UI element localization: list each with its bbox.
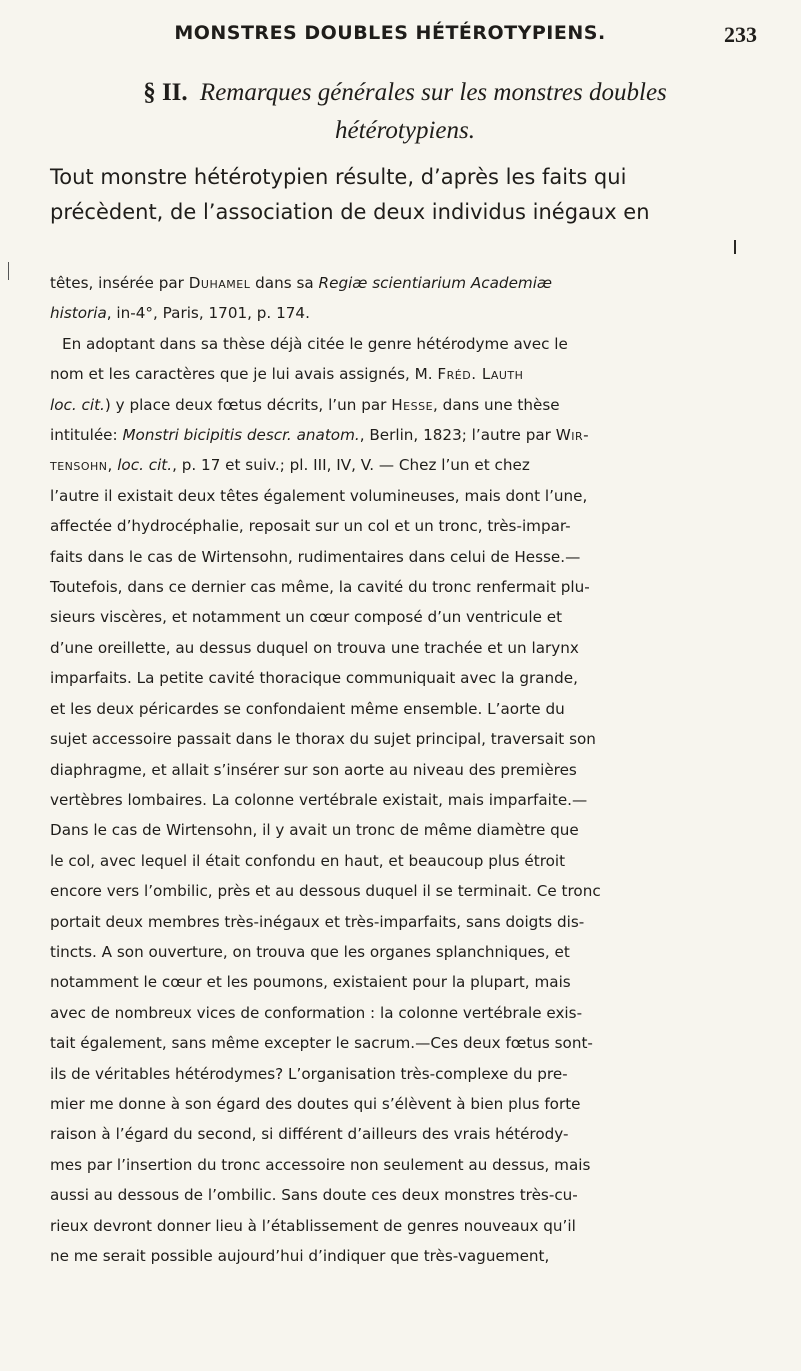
text-run: , Berlin, 1823; l’autre par	[359, 426, 556, 445]
text-run: , p. 17 et suiv.; pl. III, IV, V. — Chez l’un et chez	[172, 456, 530, 475]
text-run: , in-4°, Paris, 1701, p. 174.	[106, 304, 310, 323]
text-run: ,	[107, 456, 118, 475]
text-line	[50, 359, 762, 389]
citation: loc. cit.	[50, 395, 105, 414]
page-header	[0, 22, 801, 62]
author-name: Duhamel	[188, 274, 251, 292]
text-line: le col, avec lequel il était confondu en haut, et beaucoup plus étroit	[50, 851, 566, 870]
author-name: tensohn	[50, 456, 108, 475]
text-line	[50, 450, 762, 480]
text-line	[50, 420, 762, 450]
text-line: portait deux membres très-inégaux et très-imparfaits, sans doigts dis-	[50, 912, 585, 931]
lead-paragraph	[50, 160, 762, 230]
text-run: têtes, insérée par	[50, 274, 189, 292]
text-line: et les deux péricardes se confondaient même ensemble. L’aorte du	[50, 699, 565, 718]
text-line: imparfaits. La petite cavité thoracique communiquait avec la grande,	[50, 669, 578, 688]
text-run: , dans une thèse	[433, 395, 560, 414]
lead-line: précèdent, de l’association de deux individus inégaux en	[50, 200, 650, 224]
text-line: ne me serait possible aujourd’hui d’indiquer que très-vaguement,	[50, 1247, 550, 1265]
text-line: Toutefois, dans ce dernier cas même, la cavité du tronc renfermait plu-	[50, 578, 590, 597]
text-run: ) y place deux fœtus décrits, l’un par	[104, 395, 392, 414]
text-line: diaphragme, et allait s’insérer sur son aorte au niveau des premières	[50, 760, 577, 779]
author-name: Hesse	[391, 395, 434, 414]
text-line: raison à l’égard du second, si différent d’ailleurs des vrais hétérody-	[50, 1125, 569, 1144]
work-title: Regiæ scientiarium Academiæ	[318, 274, 553, 292]
text-line: notamment le cœur et les poumons, existaient pour la plupart, mais	[50, 973, 571, 992]
text-line: sujet accessoire passait dans le thorax du sujet principal, traversait son	[50, 730, 596, 749]
text-line: tincts. A son ouverture, on trouva que les organes splanchniques, et	[50, 942, 570, 961]
section-title-line-2: hétérotypiens.	[334, 117, 475, 144]
section-number: § II.	[143, 79, 188, 106]
text-line: mes par l’insertion du tronc accessoire non seulement au dessus, mais	[50, 1155, 591, 1174]
text-line: d’une oreillette, au dessus duquel on trouva une trachée et un larynx	[50, 638, 579, 657]
text-line: faits dans le cas de Wirtensohn, rudimentaires dans celui de Hesse.—	[50, 547, 581, 566]
running-head: MONSTRES DOUBLES HÉTÉROTYPIENS.	[174, 22, 606, 44]
work-title: historia	[50, 304, 107, 323]
text-line: aussi au dessous de l’ombilic. Sans doute ces deux monstres très-cu-	[50, 1186, 578, 1205]
text-line: avec de nombreux vices de conformation : la colonne vertébrale exis-	[50, 1003, 583, 1022]
text-line: l’autre il existait deux têtes également volumineuses, mais dont l’une,	[50, 486, 588, 505]
text-line: affectée d’hydrocéphalie, reposait sur un col et un tronc, très-impar-	[50, 517, 571, 536]
author-name: Wir-	[555, 426, 590, 445]
footnote-text	[50, 268, 762, 1271]
text-line: ils de véritables hétérodymes? L’organisation très-complexe du pre-	[50, 1064, 568, 1083]
author-name: Fréd. Lauth	[437, 365, 524, 384]
text-line	[50, 298, 762, 328]
text-line: rieux devront donner lieu à l’établissement de genres nouveaux qu’il	[50, 1216, 576, 1235]
text-line: sieurs viscères, et notamment un cœur composé d’un ventricule et	[50, 608, 563, 627]
fold-mark	[734, 240, 736, 254]
section-heading	[60, 74, 750, 150]
text-line: vertèbres lombaires. La colonne vertébrale existait, mais imparfaite.—	[50, 790, 588, 809]
text-line	[50, 329, 762, 359]
page-number: 233	[724, 22, 757, 47]
work-title: Monstri bicipitis descr. anatom.	[122, 426, 360, 445]
text-line	[50, 390, 762, 420]
text-run: nom et les caractères que je lui avais assignés, M.	[50, 365, 438, 384]
text-line: tait également, sans même excepter le sacrum.—Ces deux fœtus sont-	[50, 1034, 593, 1053]
citation: loc. cit.	[117, 456, 173, 475]
section-title-line-1: Remarques générales sur les monstres doubles	[199, 79, 667, 106]
text-line: encore vers l’ombilic, près et au dessous duquel il se terminait. Ce tronc	[50, 882, 601, 901]
text-line	[50, 268, 762, 298]
lead-line: Tout monstre hétérotypien résulte, d’après les faits qui	[50, 165, 627, 189]
text-line: mier me donne à son égard des doutes qui s’élèvent à bien plus forte	[50, 1094, 581, 1113]
margin-mark	[8, 262, 9, 280]
text-run: intitulée:	[50, 426, 123, 445]
text-line: Dans le cas de Wirtensohn, il y avait un tronc de même diamètre que	[50, 821, 579, 840]
text-run: dans sa	[250, 274, 319, 292]
text-run: En adoptant dans sa thèse déjà citée le genre hétérodyme avec le	[62, 334, 568, 353]
